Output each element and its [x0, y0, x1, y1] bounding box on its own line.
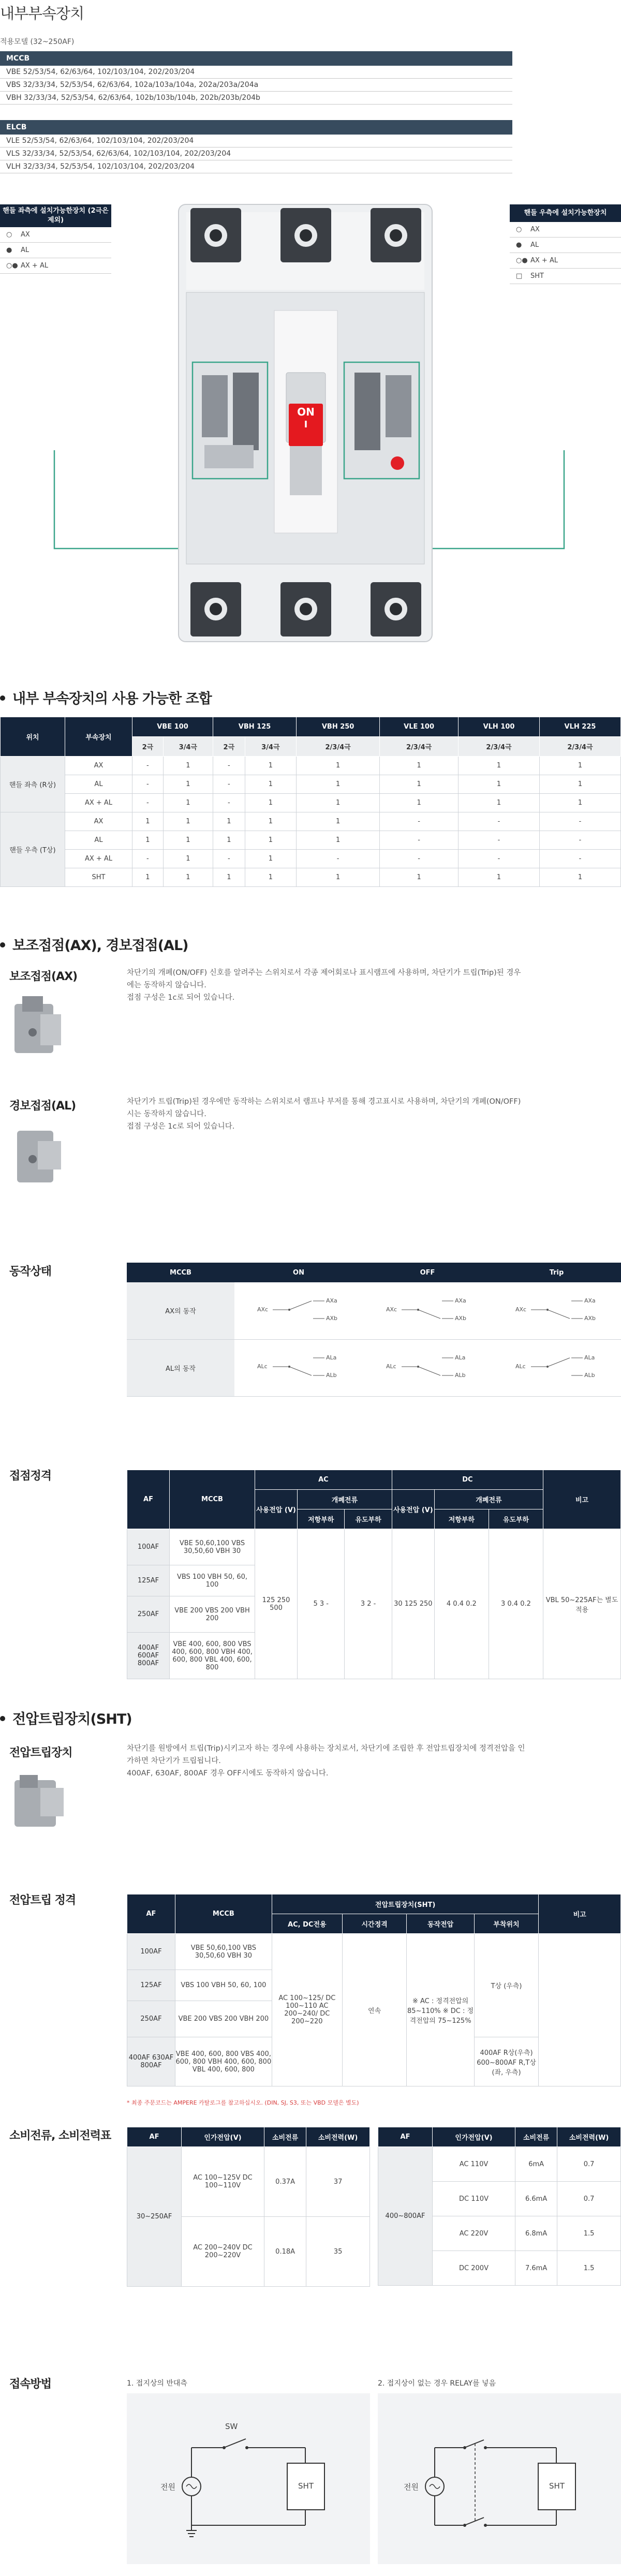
- on-label: ON: [297, 406, 315, 418]
- combo-cell: 1: [213, 831, 245, 850]
- sht-box-label: SHT: [549, 2481, 565, 2491]
- combo-cell: 1: [245, 868, 296, 887]
- cons-current: 6.6mA: [515, 2182, 557, 2216]
- combo-cell: -: [380, 850, 459, 868]
- page-title: 내부부속장치: [0, 5, 84, 22]
- wiring-diagram-1: [127, 2393, 370, 2564]
- combo-row: [1, 775, 621, 794]
- model-row: VBH 32/33/34, 52/53/54, 62/63/64, 102b/103b/104b, 202b/203b/204b: [0, 92, 512, 105]
- svg-text:AXb: AXb: [584, 1314, 596, 1322]
- model-table-mccb-head: MCCB: [0, 51, 512, 66]
- sr-load: 400AF R상(우측) 600~800AF R,T상 (좌, 우측): [474, 2037, 539, 2086]
- cr-dc-ind: 3 0.4 0.2: [489, 1529, 543, 1679]
- combo-cell: 1: [245, 794, 296, 812]
- combo-cell: -: [213, 757, 245, 775]
- combo-cell: 1: [297, 812, 380, 831]
- combo-cell: 1: [163, 757, 213, 775]
- svg-text:ALa: ALa: [455, 1354, 466, 1361]
- cr-head-ind: 유도부하: [345, 1509, 392, 1529]
- sht-rating-label: 전압트립 정격: [9, 1894, 76, 1907]
- cons-power: 0.7: [557, 2147, 621, 2182]
- legend-symbol: ●: [516, 241, 522, 249]
- cr-mccb: VBE 50,60,100 VBS 30,50,60 VBH 30: [170, 1529, 255, 1565]
- cr-af: 100AF: [127, 1529, 170, 1565]
- combo-pole: 2/3/4극: [297, 737, 380, 757]
- combo-cell: 1: [297, 757, 380, 775]
- section-aux-title: 보조접점(AX), 경보접점(AL): [0, 934, 188, 954]
- legend-label: AX: [530, 226, 540, 233]
- combo-cell: 1: [459, 757, 540, 775]
- sr-head-volt: AC, DC전용: [272, 1914, 342, 1934]
- cons-power: 1.5: [557, 2251, 621, 2286]
- combo-cell: 1: [132, 812, 164, 831]
- combo-cell: 1: [163, 775, 213, 794]
- cons-af: 30~250AF: [127, 2147, 182, 2287]
- combo-row: [1, 794, 621, 812]
- cr-head-note: 비고: [543, 1470, 621, 1529]
- combo-device: AL: [65, 775, 132, 794]
- op-state-label: 동작상태: [9, 1265, 52, 1278]
- op-head: MCCB: [127, 1263, 234, 1282]
- combo-model: VBH 250: [297, 717, 380, 737]
- cr-mccb: VBS 100 VBH 50, 60, 100: [170, 1565, 255, 1596]
- combo-cell: -: [459, 850, 540, 868]
- sr-af: 400AF 630AF 800AF: [127, 2037, 175, 2086]
- sr-time: 연속: [342, 1934, 407, 2086]
- op-cell-al-off: [363, 1339, 492, 1396]
- model-table-elcb: [0, 120, 512, 173]
- sr-head-note: 비고: [539, 1894, 621, 1934]
- combo-cell: 1: [163, 812, 213, 831]
- op-head: Trip: [492, 1263, 621, 1282]
- legend-label: AL: [21, 246, 29, 254]
- cons-power: 0.7: [557, 2182, 621, 2216]
- sht-label: 전압트립장치: [9, 1746, 72, 1759]
- contact-rating-label: 접점정격: [9, 1470, 52, 1483]
- al-device-image: [9, 1123, 71, 1188]
- cons-current: 7.6mA: [515, 2251, 557, 2286]
- combo-cell: 1: [297, 775, 380, 794]
- desc-line: 차단기의 개폐(ON/OFF) 신호를 알려주는 스위치로서 각종 제어회로나 표시램프에 사용하며, 차단기가 트립(Trip)된 경우: [127, 969, 521, 977]
- al-off-switch-diagram: [376, 1343, 479, 1390]
- svg-text:AXb: AXb: [455, 1314, 467, 1322]
- sht-description: [127, 1742, 608, 1780]
- op-state-table: [127, 1263, 621, 1397]
- svg-text:ALc: ALc: [257, 1363, 268, 1370]
- op-head: OFF: [363, 1263, 492, 1282]
- combo-cell: -: [380, 831, 459, 850]
- svg-text:ALb: ALb: [584, 1372, 595, 1379]
- op-row-label: AX의 동작: [127, 1282, 234, 1339]
- svg-text:ALb: ALb: [455, 1372, 466, 1379]
- sht-device-image: [9, 1772, 71, 1829]
- cons-head: 소비전류: [515, 2127, 557, 2147]
- combo-device: SHT: [65, 868, 132, 887]
- wiring-circuit-1: [127, 2393, 370, 2564]
- sr-af: 100AF: [127, 1934, 175, 1970]
- combo-device: AX: [65, 757, 132, 775]
- combo-table: [0, 717, 621, 887]
- cr-af: 250AF: [127, 1596, 170, 1633]
- combo-cell: 1: [132, 831, 164, 850]
- legend-symbol: ○●: [516, 257, 528, 264]
- combo-cell: 1: [245, 757, 296, 775]
- combo-cell: 1: [163, 794, 213, 812]
- combo-cell: -: [539, 812, 620, 831]
- svg-text:ALa: ALa: [584, 1354, 595, 1361]
- svg-text:AXa: AXa: [584, 1297, 596, 1304]
- cons-volt: AC 200~240V DC 200~220V: [182, 2217, 264, 2287]
- sr-mccb: VBE 200 VBS 200 VBH 200: [175, 2001, 272, 2037]
- combo-cell: -: [132, 775, 164, 794]
- cr-dc-volt: 30 125 250: [392, 1529, 434, 1679]
- sr-head-mccb: MCCB: [175, 1894, 272, 1934]
- svg-text:ALc: ALc: [386, 1363, 396, 1370]
- cr-ac-res: 5 3 -: [298, 1529, 345, 1679]
- model-row: VLE 52/53/54, 62/63/64, 102/103/104, 202/203/204: [0, 135, 512, 147]
- sr-load: T상 (우측): [474, 1934, 539, 2037]
- cr-af: 400AF 600AF 800AF: [127, 1633, 170, 1679]
- sr-head-range: 동작전압: [407, 1914, 474, 1934]
- on-sub-label: I: [304, 419, 308, 430]
- legend-label: AX: [21, 231, 30, 239]
- combo-group-label: 핸들 좌측 (R상): [1, 757, 65, 812]
- combo-cell: 1: [245, 775, 296, 794]
- cons-power: 37: [306, 2147, 370, 2217]
- combo-cell: 1: [539, 794, 620, 812]
- wiring-label: 접속방법: [9, 2378, 52, 2391]
- page-subtitle: 적용모델 (32~250AF): [0, 38, 75, 46]
- cr-head-ac: AC: [255, 1470, 392, 1490]
- combo-cell: 1: [380, 794, 459, 812]
- combo-cell: 1: [380, 757, 459, 775]
- cons-current: 0.18A: [264, 2217, 306, 2287]
- al-on-switch-diagram: [247, 1343, 350, 1390]
- combo-cell: -: [213, 775, 245, 794]
- combo-cell: -: [213, 794, 245, 812]
- legend-label: AX + AL: [21, 262, 49, 270]
- cr-head-volt: 사용전압 (V): [255, 1490, 298, 1529]
- combo-group-label: 핸들 우측 (T상): [1, 812, 65, 887]
- desc-line: 접점 구성은 1c로 되어 있습니다.: [127, 1122, 235, 1131]
- cr-head-mccb: MCCB: [170, 1470, 255, 1529]
- combo-cell: 1: [380, 775, 459, 794]
- combo-cell: -: [380, 812, 459, 831]
- ax-device-image: [9, 994, 71, 1058]
- sr-range: ※ AC : 정격전압의 85~110% ※ DC : 정격전압의 75~125%: [407, 1934, 474, 2086]
- combo-device: AX + AL: [65, 794, 132, 812]
- ax-label: 보조접점(AX): [9, 970, 78, 983]
- wiring-caption-1: 1. 접지상의 반대측: [127, 2379, 187, 2388]
- legend-symbol: ○●: [6, 262, 18, 270]
- legend-symbol: ●: [6, 246, 12, 254]
- combo-pole: 2극: [132, 737, 164, 757]
- op-cell-ax-on: [234, 1282, 363, 1339]
- combo-cell: 1: [539, 775, 620, 794]
- sr-mccb: VBE 50,60,100 VBS 30,50,60 VBH 30: [175, 1934, 272, 1970]
- combo-row: [1, 812, 621, 831]
- cons-volt: AC 100~125V DC 100~110V: [182, 2147, 264, 2217]
- wiring-diagram-2: [378, 2393, 621, 2564]
- ax-off-switch-diagram: [376, 1286, 479, 1333]
- desc-line: 400AF, 630AF, 800AF 경우 OFF시에도 동작하지 않습니다.: [127, 1769, 329, 1778]
- combo-device: AL: [65, 831, 132, 850]
- sht-box-label: SHT: [298, 2481, 314, 2491]
- combo-cell: -: [213, 850, 245, 868]
- sr-af: 250AF: [127, 2001, 175, 2037]
- combo-pole: 2/3/4극: [380, 737, 459, 757]
- combo-model: VBE 100: [132, 717, 213, 737]
- legend-symbol: □: [516, 272, 523, 280]
- model-row: VLS 32/33/34, 52/53/54, 62/63/64, 102/103/104, 202/203/204: [0, 147, 512, 160]
- sr-head-af: AF: [127, 1894, 175, 1934]
- cr-ac-ind: 3 2 -: [345, 1529, 392, 1679]
- cons-volt: AC 220V: [433, 2216, 515, 2251]
- op-cell-ax-trip: [492, 1282, 621, 1339]
- sht-footnote: * 최종 주문코드는 AMPERE 카탈로그를 참고하십시오. (DIN, SJ, S3, 또는 VBD 모델은 별도): [127, 2099, 359, 2106]
- combo-cell: -: [539, 831, 620, 850]
- legend-label: AL: [530, 241, 539, 249]
- svg-text:AXc: AXc: [515, 1306, 526, 1313]
- svg-text:AXa: AXa: [326, 1297, 337, 1304]
- desc-line: 차단기가 트립(Trip)된 경우에만 동작하는 스위치로서 램프나 부저를 통해 경고표시로 사용하며, 차단기의 개폐(ON/OFF): [127, 1098, 521, 1106]
- cons-head: 인가전압(V): [433, 2127, 515, 2147]
- legend-label: SHT: [530, 272, 544, 280]
- al-label: 경보접점(AL): [9, 1100, 76, 1113]
- op-head: ON: [234, 1263, 363, 1282]
- model-table-mccb: [0, 51, 512, 105]
- left-legend-title: 핸들 좌측에 설치가능한장치 (2극은 제외): [0, 204, 111, 227]
- combo-pole: 2극: [213, 737, 245, 757]
- cons-current: 6mA: [515, 2147, 557, 2182]
- cons-volt: AC 110V: [433, 2147, 515, 2182]
- combo-head-pos: 위치: [1, 717, 65, 757]
- cons-head: AF: [378, 2127, 433, 2147]
- sr-mccb: VBS 100 VBH 50, 60, 100: [175, 1970, 272, 2001]
- cr-head-volt: 사용전압 (V): [392, 1490, 434, 1529]
- cons-head: 소비전력(W): [557, 2127, 621, 2147]
- op-cell-al-trip: [492, 1339, 621, 1396]
- sr-af: 125AF: [127, 1970, 175, 2001]
- power-label: 전원: [160, 2482, 175, 2492]
- combo-model: VLH 100: [459, 717, 540, 737]
- al-trip-switch-diagram: [505, 1343, 609, 1390]
- ax-trip-switch-diagram: [505, 1286, 609, 1333]
- cons-af: 400~800AF: [378, 2147, 433, 2286]
- sr-note: [539, 1934, 621, 2086]
- combo-row: [1, 850, 621, 868]
- consumption-label: 소비전류, 소비전력표: [9, 2129, 111, 2142]
- desc-line: 시는 동작하지 않습니다.: [127, 1110, 206, 1118]
- ax-description: [127, 967, 608, 1004]
- combo-cell: 1: [213, 812, 245, 831]
- svg-text:AXa: AXa: [455, 1297, 466, 1304]
- consumption-left-table: [127, 2127, 370, 2287]
- combo-cell: 1: [539, 757, 620, 775]
- cons-volt: DC 200V: [433, 2251, 515, 2286]
- cons-current: 6.8mA: [515, 2216, 557, 2251]
- model-row: VBS 32/33/34, 52/53/54, 62/63/64, 102a/103a/104a, 202a/203a/204a: [0, 79, 512, 92]
- legend-symbol: ○: [6, 231, 12, 239]
- combo-model: VLE 100: [380, 717, 459, 737]
- cr-head-res: 저항부하: [298, 1509, 345, 1529]
- contact-rating-table: [127, 1470, 621, 1679]
- svg-text:AXc: AXc: [257, 1306, 269, 1313]
- combo-cell: 1: [163, 831, 213, 850]
- cons-power: 1.5: [557, 2216, 621, 2251]
- desc-line: 차단기를 원방에서 트립(Trip)시키고자 하는 경우에 사용하는 장치로서, 차단기에 조립한 후 전압트립장치에 정격전압을 인: [127, 1744, 525, 1753]
- op-cell-ax-off: [363, 1282, 492, 1339]
- cons-head: 인가전압(V): [182, 2127, 264, 2147]
- power-label: 전원: [404, 2482, 419, 2492]
- combo-pole: 3/4극: [163, 737, 213, 757]
- combo-cell: -: [132, 850, 164, 868]
- cons-head: 소비전력(W): [306, 2127, 370, 2147]
- svg-text:AXc: AXc: [386, 1306, 397, 1313]
- combo-pole: 2/3/4극: [459, 737, 540, 757]
- wiring-caption-2: 2. 접지상이 없는 경우 RELAY를 넣음: [378, 2379, 496, 2388]
- desc-line: 가하면 차단기가 트립됩니다.: [127, 1757, 221, 1765]
- cr-mccb: VBE 400, 600, 800 VBS 400, 600, 800 VBH 400, 600, 800 VBL 400, 600, 800: [170, 1633, 255, 1679]
- sr-head-group: 전압트립장치(SHT): [272, 1894, 539, 1914]
- combo-cell: 1: [132, 868, 164, 887]
- combo-pole: 2/3/4극: [539, 737, 620, 757]
- cr-head-af: AF: [127, 1470, 170, 1529]
- combo-pole: 3/4극: [245, 737, 296, 757]
- cr-mccb: VBE 200 VBS 200 VBH 200: [170, 1596, 255, 1633]
- sr-volt: AC 100~125/ DC 100~110 AC 200~240/ DC 200~220: [272, 1934, 342, 2086]
- cr-head-cur: 개폐전류: [434, 1490, 543, 1509]
- sht-rating-table: [127, 1894, 621, 2086]
- cr-head-cur: 개폐전류: [298, 1490, 392, 1509]
- right-legend-title: 핸들 우측에 설치가능한장치: [510, 204, 621, 222]
- ax-on-switch-diagram: [247, 1286, 350, 1333]
- section-sht-title: 전압트립장치(SHT): [0, 1708, 132, 1728]
- legend-label: AX + AL: [530, 257, 558, 264]
- combo-cell: -: [459, 812, 540, 831]
- cons-head: AF: [127, 2127, 182, 2147]
- sr-head-time: 시간정격: [342, 1914, 407, 1934]
- combo-cell: -: [459, 831, 540, 850]
- sr-head-load: 부착위치: [474, 1914, 539, 1934]
- combo-cell: 1: [459, 775, 540, 794]
- combo-row: [1, 757, 621, 775]
- cr-dc-res: 4 0.4 0.2: [434, 1529, 489, 1679]
- op-cell-al-on: [234, 1339, 363, 1396]
- combo-cell: 1: [297, 868, 380, 887]
- cons-volt: DC 110V: [433, 2182, 515, 2216]
- combo-cell: 1: [459, 794, 540, 812]
- combo-cell: 1: [245, 831, 296, 850]
- combo-cell: 1: [297, 831, 380, 850]
- svg-text:AXb: AXb: [326, 1314, 338, 1322]
- consumption-right-table: [378, 2127, 621, 2286]
- svg-text:ALc: ALc: [515, 1363, 526, 1370]
- sw-label: SW: [225, 2422, 238, 2431]
- cr-note: VBL 50~225AF는 별도 적용: [543, 1529, 621, 1679]
- combo-cell: 1: [213, 868, 245, 887]
- model-row: VLH 32/33/34, 52/53/54, 102/103/104, 202/203/204: [0, 160, 512, 173]
- cons-current: 0.37A: [264, 2147, 306, 2217]
- cons-head: 소비전류: [264, 2127, 306, 2147]
- combo-cell: 1: [459, 868, 540, 887]
- cr-head-ind: 유도부하: [489, 1509, 543, 1529]
- wiring-circuit-2: [378, 2393, 621, 2564]
- al-description: [127, 1095, 608, 1133]
- combo-cell: 1: [245, 850, 296, 868]
- cons-power: 35: [306, 2217, 370, 2287]
- combo-head-dev: 부속장치: [65, 717, 132, 757]
- sr-mccb: VBE 400, 600, 800 VBS 400, 600, 800 VBH 400, 600, 800 VBL 400, 600, 800: [175, 2037, 272, 2086]
- op-row-label: AL의 동작: [127, 1339, 234, 1396]
- combo-cell: 1: [163, 850, 213, 868]
- combo-cell: 1: [297, 794, 380, 812]
- svg-text:ALa: ALa: [326, 1354, 337, 1361]
- legend-symbol: ○: [516, 226, 522, 233]
- cr-head-res: 저항부하: [434, 1509, 489, 1529]
- cr-af: 125AF: [127, 1565, 170, 1596]
- combo-cell: 1: [163, 868, 213, 887]
- combo-cell: -: [297, 850, 380, 868]
- model-row: VBE 52/53/54, 62/63/64, 102/103/104, 202/203/204: [0, 66, 512, 79]
- combo-device: AX: [65, 812, 132, 831]
- section-combo-title: 내부 부속장치의 사용 가능한 조합: [0, 687, 212, 707]
- svg-text:ALb: ALb: [326, 1372, 337, 1379]
- combo-row: [1, 831, 621, 850]
- combo-cell: 1: [539, 868, 620, 887]
- combo-cell: -: [539, 850, 620, 868]
- combo-cell: -: [132, 794, 164, 812]
- combo-cell: 1: [245, 812, 296, 831]
- cr-ac-volt: 125 250 500: [255, 1529, 298, 1679]
- combo-cell: 1: [380, 868, 459, 887]
- combo-cell: -: [132, 757, 164, 775]
- model-table-elcb-head: ELCB: [0, 120, 512, 135]
- desc-line: 에는 동작하지 않습니다.: [127, 981, 206, 989]
- combo-device: AX + AL: [65, 850, 132, 868]
- desc-line: 접점 구성은 1c로 되어 있습니다.: [127, 994, 235, 1002]
- combo-model: VLH 225: [539, 717, 620, 737]
- combo-model: VBH 125: [213, 717, 297, 737]
- combo-row: [1, 868, 621, 887]
- cr-head-dc: DC: [392, 1470, 543, 1490]
